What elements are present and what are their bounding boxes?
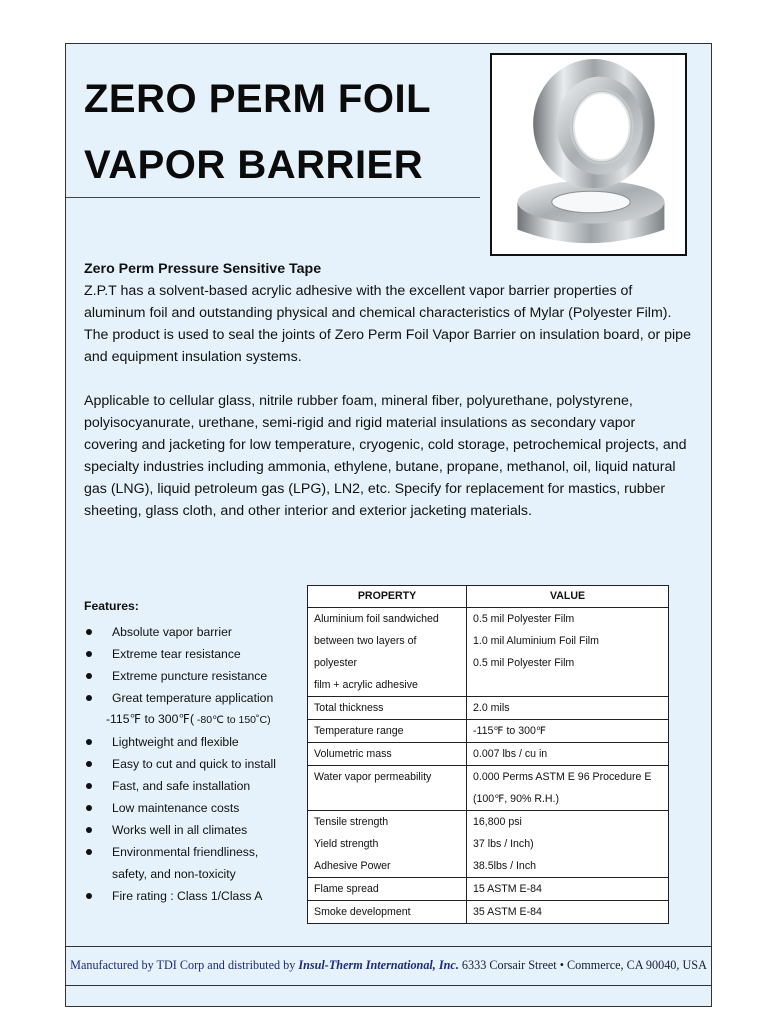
footer-address: 6333 Corsair Street • Commerce, CA 90040, USA: [458, 958, 707, 972]
description-line: aluminum foil and outstanding physical and chemical characteristics of Mylar (Polyester Film).: [84, 305, 672, 321]
foil-tape-rolls-image: [492, 55, 685, 254]
list-item: Fire rating : Class 1/Class A: [84, 885, 314, 907]
application-line: covering and jacketing for low temperature, cryogenic, cold storage, petrochemical projects, and: [84, 437, 687, 453]
list-item: Easy to cut and quick to install: [84, 753, 314, 775]
value-cell: 2.0 mils: [467, 697, 669, 720]
page-title: [84, 66, 431, 198]
application-line: Applicable to cellular glass, nitrile rubber foam, mineral fiber, polyurethane, polystyrene,: [84, 393, 633, 409]
value-cell: 0.5 mil Polyester Film 1.0 mil Aluminium Foil Film 0.5 mil Polyester Film: [467, 608, 669, 697]
description-line: and equipment insulation systems.: [84, 349, 302, 365]
application-line: specialty industries including ammonia, ethylene, butane, propane, methanol, oil, liquid natural: [84, 459, 676, 475]
column-header-property: PROPERTY: [308, 586, 467, 608]
bullet-icon: [86, 783, 92, 789]
list-item: Extreme puncture resistance: [84, 665, 314, 687]
bullet-icon: [86, 849, 92, 855]
list-item: Great temperature application -115℉ to 300℉( -80℃ to 150˚C): [84, 687, 314, 731]
property-cell: Water vapor permeability: [308, 766, 467, 811]
table-row: [308, 608, 669, 697]
table-row: [308, 766, 669, 811]
table-row: [308, 901, 669, 924]
table-row: [308, 811, 669, 878]
product-description: [84, 258, 694, 522]
application-line: polyisocyanurate, urethane, semi-rigid and rigid material insulations as secondary vapor: [84, 415, 636, 431]
property-cell: Aluminium foil sandwiched between two layers of polyester film + acrylic adhesive: [308, 608, 467, 697]
bullet-icon: [86, 629, 92, 635]
property-cell: Smoke development: [308, 901, 467, 924]
bullet-icon: [86, 651, 92, 657]
table-row: [308, 697, 669, 720]
title-divider: [66, 197, 480, 198]
property-cell: Flame spread: [308, 878, 467, 901]
bullet-icon: [86, 673, 92, 679]
footer-manufacturer: Manufactured by TDI Corp and distributed by: [70, 958, 299, 972]
value-cell: -115℉ to 300℉: [467, 720, 669, 743]
list-item: Lightweight and flexible: [84, 731, 314, 753]
list-item: Extreme tear resistance: [84, 643, 314, 665]
property-cell: Total thickness: [308, 697, 467, 720]
section-heading: Zero Perm Pressure Sensitive Tape: [84, 261, 322, 277]
property-cell: Temperature range: [308, 720, 467, 743]
list-item: Works well in all climates: [84, 819, 314, 841]
column-header-value: VALUE: [467, 586, 669, 608]
features-heading: Features:: [84, 599, 139, 613]
application-line: gas (LNG), liquid petroleum gas (LPG), LN2, etc. Specify for replacement for mastics, rubber: [84, 481, 666, 497]
value-cell: 15 ASTM E-84: [467, 878, 669, 901]
list-item: Fast, and safe installation: [84, 775, 314, 797]
value-cell: 16,800 psi 37 lbs / Inch) 38.5lbs / Inch: [467, 811, 669, 878]
application-line: sheeting, glass cloth, and other interior and exterior jacketing materials.: [84, 503, 532, 519]
footer-divider-bottom: [66, 985, 711, 986]
bullet-icon: [86, 893, 92, 899]
bullet-icon: [86, 739, 92, 745]
value-cell: 0.007 lbs / cu in: [467, 743, 669, 766]
description-line: The product is used to seal the joints of Zero Perm Foil Vapor Barrier on insulation board, or pipe: [84, 327, 691, 343]
table-header-row: [308, 586, 669, 608]
properties-table: [307, 585, 669, 924]
bullet-icon: [86, 761, 92, 767]
bullet-icon: [86, 805, 92, 811]
title-line-2: VAPOR BARRIER: [84, 143, 424, 187]
property-cell: Volumetric mass: [308, 743, 467, 766]
list-item: Low maintenance costs: [84, 797, 314, 819]
value-cell: 0.000 Perms ASTM E 96 Procedure E (100℉, 90% R.H.): [467, 766, 669, 811]
product-photo: [490, 53, 687, 256]
table-row: [308, 743, 669, 766]
table-row: [308, 720, 669, 743]
list-item: Environmental friendliness, safety, and non-toxicity: [84, 841, 314, 885]
list-item: Absolute vapor barrier: [84, 621, 314, 643]
property-cell: Tensile strength Yield strength Adhesive Power: [308, 811, 467, 878]
footer-divider-top: [66, 946, 711, 947]
bullet-icon: [86, 695, 92, 701]
list-item-continuation: safety, and non-toxicity: [112, 867, 236, 881]
features-list: [84, 597, 314, 907]
temperature-range-note: -115℉ to 300℉( -80℃ to 150˚C): [106, 712, 271, 726]
document-page: [65, 43, 712, 1007]
value-cell: 35 ASTM E-84: [467, 901, 669, 924]
title-line-1: ZERO PERM FOIL: [84, 77, 431, 121]
description-line: Z.P.T has a solvent-based acrylic adhesive with the excellent vapor barrier properties of: [84, 283, 633, 299]
bullet-icon: [86, 827, 92, 833]
footer-company: Insul-Therm International, Inc.: [298, 958, 459, 972]
table-row: [308, 878, 669, 901]
footer-credit: [66, 958, 711, 973]
